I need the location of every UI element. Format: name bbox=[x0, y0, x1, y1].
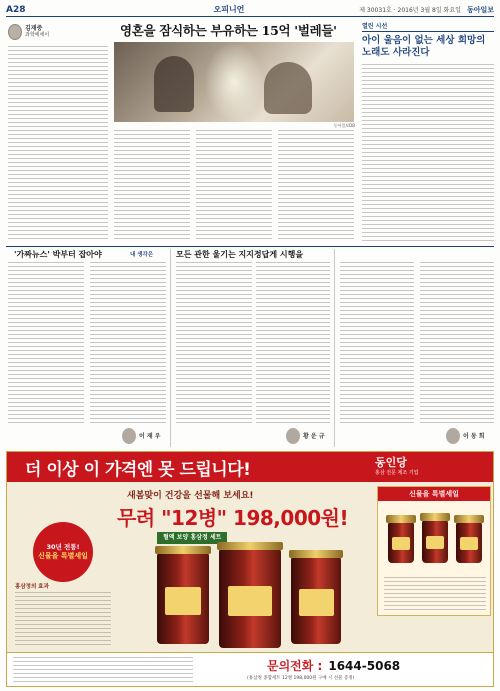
photo-figure bbox=[264, 62, 312, 114]
ad-small-jars bbox=[388, 507, 482, 567]
product-jar bbox=[219, 548, 281, 648]
lower-text-left-2 bbox=[90, 262, 166, 424]
ad-right-text bbox=[384, 577, 486, 611]
signature-photo bbox=[122, 428, 136, 444]
ad-price: 무려 "12병" 198,000원! bbox=[117, 506, 349, 530]
author-byline bbox=[8, 22, 68, 42]
ad-brand-sub: 홍삼 전문 제조 기업 bbox=[375, 470, 419, 476]
author-avatar bbox=[8, 24, 22, 40]
signature-text bbox=[303, 433, 325, 440]
newspaper-brand: 동아일보 bbox=[466, 5, 494, 14]
masthead-right bbox=[359, 5, 494, 15]
ad-badge bbox=[33, 522, 93, 582]
signature-name: 이 동 희 bbox=[463, 432, 485, 440]
ad-special-label: 신물을 특별세일 bbox=[378, 487, 490, 501]
lower-text-mid-2 bbox=[256, 262, 330, 424]
ad-brand: 동인당 bbox=[375, 456, 407, 469]
ad-inquiry bbox=[267, 657, 400, 674]
ad-inquiry-label: 문의전화 : bbox=[267, 659, 323, 673]
ad-right-panel bbox=[377, 486, 491, 616]
ad-badge-line1: 30년 전통! bbox=[46, 543, 80, 551]
signature-text bbox=[463, 433, 485, 440]
ad-footer-note: (홍삼정 종합세트 12병 198,000원 구매 시 선물 증정) bbox=[247, 676, 355, 681]
product-jar bbox=[388, 521, 414, 563]
ad-left-text bbox=[15, 592, 111, 646]
signature-mid bbox=[286, 428, 325, 444]
lower-left-title: '가짜뉴스' 박부터 잡아야 bbox=[14, 249, 102, 259]
advertisement bbox=[6, 451, 494, 687]
author-name: 김재중 bbox=[25, 25, 43, 32]
signature-photo bbox=[446, 428, 460, 444]
article-photo bbox=[114, 42, 354, 122]
lower-text-right-2 bbox=[420, 262, 494, 424]
author-role: 과학에세이 bbox=[25, 32, 50, 38]
ad-left-title: 홍삼정의 효과 bbox=[15, 584, 49, 590]
page-number: A28 bbox=[6, 4, 26, 15]
issue-info: 제 30031호 · 2016년 3월 8일 화요일 bbox=[359, 7, 461, 14]
column-divider bbox=[170, 249, 171, 447]
lower-left-label: 내 생각은 bbox=[130, 252, 154, 258]
product-jar bbox=[291, 556, 341, 644]
ad-subtitle: 새봄맞이 건강을 선물해 보세요! bbox=[127, 491, 254, 501]
column-text-left bbox=[8, 46, 108, 242]
ad-footer-left bbox=[13, 657, 193, 685]
right-column-title: 아이 울음이 없는 세상 희망의 노래도 사라진다 bbox=[362, 35, 486, 58]
band-rule bbox=[6, 246, 494, 247]
photo-caption: 동아일보DB bbox=[333, 123, 355, 128]
right-column bbox=[362, 21, 494, 59]
signature-name: 황 운 규 bbox=[303, 432, 325, 440]
column-text-main-1 bbox=[114, 130, 190, 242]
photo-light bbox=[204, 42, 264, 122]
main-headline: 영혼을 잠식하는 부유하는 15억 '벌레들' bbox=[120, 23, 337, 38]
ad-promo: 혈액 보양 홍삼정 세트 bbox=[157, 532, 227, 544]
column-divider bbox=[334, 249, 335, 447]
ad-brand-box bbox=[375, 454, 493, 480]
section-title: 오피니언 bbox=[213, 5, 245, 14]
lower-text-left bbox=[8, 262, 84, 424]
right-column-label: 열린 시선 bbox=[362, 21, 494, 32]
ad-footer bbox=[7, 652, 494, 687]
lower-mid-title: 모든 관한 울기는 지지정답게 시행을 bbox=[176, 249, 304, 259]
column-text-main-3 bbox=[278, 130, 354, 242]
signature-name: 이 재 우 bbox=[139, 432, 161, 440]
column-text-main-2 bbox=[196, 130, 272, 242]
ad-banner bbox=[7, 452, 494, 482]
signature-text bbox=[139, 433, 161, 440]
product-jar bbox=[157, 552, 209, 644]
author-meta bbox=[25, 25, 49, 39]
photo-figure bbox=[154, 56, 194, 112]
ad-right-text-lines bbox=[384, 577, 486, 611]
ad-inquiry-number: 1644-5068 bbox=[328, 659, 401, 673]
masthead bbox=[6, 3, 494, 17]
ad-badge-line2: 신물을 특별세일 bbox=[38, 552, 88, 560]
signature-left bbox=[122, 428, 161, 444]
lower-text-right bbox=[340, 262, 414, 424]
signature-photo bbox=[286, 428, 300, 444]
ad-headline: 더 이상 이 가격엔 못 드립니다! bbox=[25, 460, 251, 480]
column-text-right bbox=[362, 64, 494, 242]
ad-left-panel bbox=[15, 582, 111, 648]
lower-text-mid bbox=[176, 262, 252, 424]
signature-right bbox=[446, 428, 485, 444]
ad-footer-text bbox=[13, 657, 193, 685]
product-jar bbox=[422, 519, 448, 563]
product-jar bbox=[456, 521, 482, 563]
